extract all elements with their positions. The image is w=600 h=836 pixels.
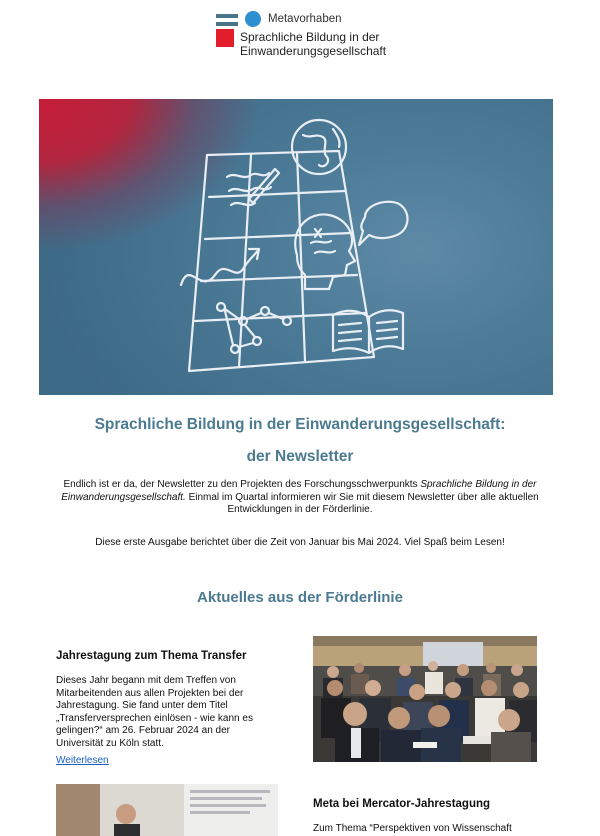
article-body-annual-conference: Dieses Jahr begann mit dem Treffen von Mitarbeitenden aus allen Projekten bei der Jahrestagung. Sie fand unter dem Titel „Transferversprechen einlösen - wie kann es gelingen?“ am 26. Februar 2024 an der Universität zu Köln statt. xyxy=(56,675,253,749)
head-icon xyxy=(295,214,355,289)
newsletter-title: Sprachliche Bildung in der Einwanderungsgesellschaft: xyxy=(94,416,506,433)
logo-meta-label: Metavorhaben xyxy=(268,13,342,25)
grid-lines xyxy=(189,151,374,371)
intro-text-end: Einmal im Quartal informieren wir Sie mit diesem Newsletter über alle aktuellen Entwicklungen in der Förderlinie. xyxy=(185,491,539,515)
logo-title-line2: Einwanderungsgesellschaft xyxy=(240,44,387,58)
conference-audience-photo xyxy=(313,636,537,762)
intro-paragraph xyxy=(56,479,544,517)
network-icon xyxy=(217,303,291,353)
hero-image xyxy=(39,99,553,395)
section-title-news: Aktuelles aus der Förderlinie xyxy=(197,589,403,606)
logo-bar-bottom xyxy=(216,22,238,26)
logo-bar-top xyxy=(216,14,238,18)
article-title-annual-conference: Jahrestagung zum Thema Transfer xyxy=(56,650,247,662)
speech-bubble-icon xyxy=(359,202,408,245)
logo-square xyxy=(216,29,234,47)
intro-text-italic: Sprachliche Bildung in der Einwanderungsgesellschaft. xyxy=(61,479,537,503)
intro-text-start: Endlich ist er da, der Newsletter zu den Projekten des Forschungsschwerpunkts xyxy=(63,479,421,490)
brand-logo xyxy=(216,10,396,64)
globe-icon xyxy=(292,120,346,174)
intro-second-paragraph: Diese erste Ausgabe berichtet über die Zeit von Januar bis Mai 2024. Viel Spaß beim Lesen! xyxy=(95,537,505,548)
newsletter-subtitle: der Newsletter xyxy=(246,448,354,465)
logo-dot xyxy=(245,11,261,27)
article-body-mercator: Zum Thema “Perspektiven von Wissenschaft xyxy=(313,823,512,834)
writing-icon xyxy=(227,169,279,205)
article-title-mercator: Meta bei Mercator-Jahrestagung xyxy=(313,798,491,810)
logo-title-line1: Sprachliche Bildung in der xyxy=(240,30,380,44)
speaker-photo xyxy=(56,784,278,836)
book-icon xyxy=(333,310,403,353)
read-more-link[interactable]: Weiterlesen xyxy=(56,755,109,766)
